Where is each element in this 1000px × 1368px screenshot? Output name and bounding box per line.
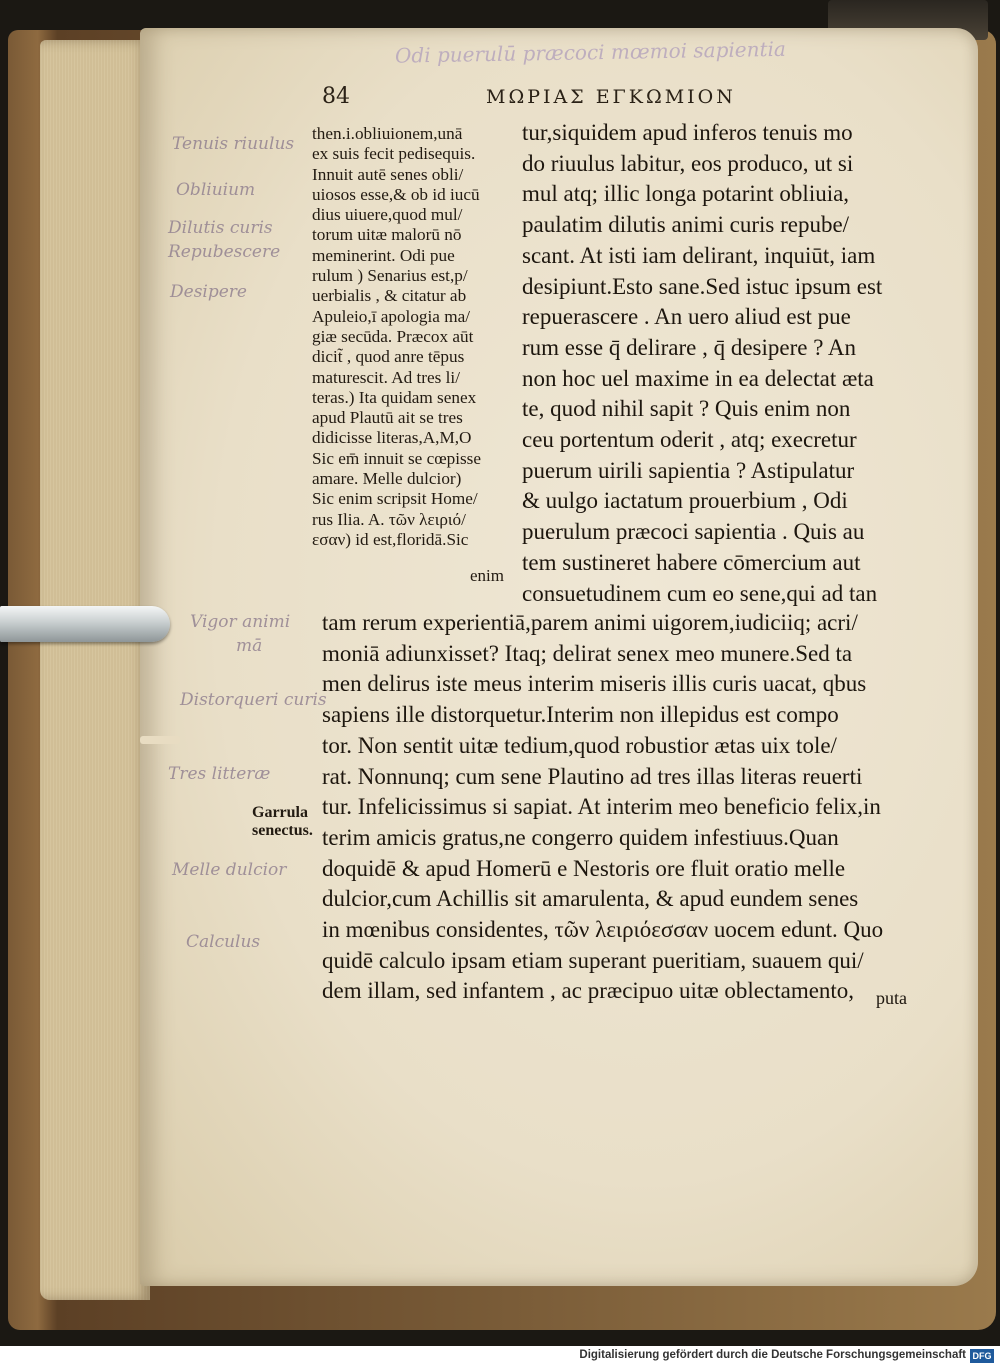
handwritten-margin-note: Melle dulcior: [172, 860, 287, 880]
gloss-line: ex suis fecit pedisequis.: [312, 144, 476, 164]
handwritten-margin-note: Tenuis riuulus: [172, 134, 295, 154]
text-line: rat. Nonnunq; cum sene Plautino ad tres illas literas reuerti: [322, 763, 863, 789]
funding-credit: Digitalisierung gefördert durch die Deutsche Forschungsgemeinschaft: [579, 1349, 966, 1361]
gloss-line: maturescit. Ad tres li/: [312, 367, 460, 387]
gloss-line: Innuit autē senes obli/: [312, 164, 464, 184]
text-line: & uulgo iactatum prouerbium , Odi: [522, 488, 848, 514]
page-tab: [140, 736, 180, 744]
handwritten-margin-note: Tres litteræ: [168, 764, 271, 784]
gloss-line: εσαν) id est,floridā.Sic: [312, 529, 469, 549]
text-line: paulatim dilutis animi curis repube/: [522, 212, 850, 238]
text-line: consuetudinem cum eo sene,qui ad tan: [522, 580, 878, 606]
gloss-line: torum uitæ malorū nō: [312, 225, 462, 245]
text-line: quidē calculo ipsam etiam superant pueritiam, suauem qui/: [322, 947, 864, 973]
text-line: repuerascere . An uero aliud est pue: [522, 304, 851, 330]
gloss-line: amare. Melle dulcior): [312, 469, 462, 489]
gloss-line: dicit̃ , quod anre tēpus: [312, 347, 465, 367]
dfg-logo-icon: DFG: [970, 1349, 994, 1363]
text-line: tur. Infelicissimus si sapiat. At interim meo beneficio felix,in: [322, 794, 881, 820]
handwritten-margin-note: Repubescere: [168, 242, 281, 262]
gloss-line: didicisse literas,A,M,O: [312, 428, 472, 448]
text-line: ceu portentum oderit , atq; execretur: [522, 427, 857, 453]
text-line: mul atq; illic longa potarint obliuia,: [522, 181, 850, 207]
text-line: do riuulus labitur, eos produco, ut si: [522, 150, 854, 176]
text-line: men delirus iste meus interim miseris illis curis uacat, qbus: [322, 671, 867, 697]
text-line: tem sustineret habere cōmercium aut: [522, 549, 861, 575]
main-text-column: [522, 118, 922, 609]
gloss-line: apud Plautū ait se tres: [312, 408, 463, 428]
page-edges: [40, 40, 150, 1300]
text-line: scant. At isti iam delirant, inquiūt, iam: [522, 242, 876, 268]
gloss-line: meminerint. Odi pue: [312, 245, 455, 265]
text-line: desipiunt.Esto sane.Sed istuc ipsum est: [522, 273, 883, 299]
side-note-line: senectus.: [252, 822, 313, 839]
text-line: non hoc uel maxime in ea delectat æta: [522, 365, 874, 391]
glass-clasp: [0, 606, 170, 642]
gloss-line: Sic enim scripsit Home/: [312, 489, 478, 509]
gloss-line: giæ secūda. Præcox aūt: [312, 326, 474, 346]
text-line: moniā adiunxisset? Itaq; delirat senex meo munere.Sed ta: [322, 640, 853, 666]
gloss-line: uiosos esse,& ob id iucū: [312, 184, 480, 204]
gloss-line: then.i.obliuionem,unā: [312, 124, 463, 143]
handwritten-top-note: Odi puerulū præcoci mœmoi sapientia: [394, 36, 787, 68]
gloss-line-end: enim: [470, 566, 504, 585]
text-line: sapiens ille distorquetur.Interim non illepidus est compo: [322, 702, 839, 728]
text-line: in mœnibus considentes, τῶν λειριόεσσαν uocem edunt. Quo: [322, 917, 884, 943]
side-note-line: Garrula: [252, 804, 308, 821]
handwritten-margin-note: Vigor animi: [190, 612, 291, 632]
text-line: doquidē & apud Homerū e Nestoris ore fluit oratio melle: [322, 855, 846, 881]
handwritten-margin-note: Desipere: [170, 282, 247, 302]
handwritten-margin-note: mā: [236, 636, 263, 656]
running-title: ΜΩΡΙΑΣ ΕΓΚΩΜΙΟΝ: [486, 86, 736, 108]
handwritten-margin-note: Dilutis curis: [168, 218, 273, 238]
footer-bar: [0, 1346, 1000, 1368]
commentary-column: [312, 124, 518, 550]
catchword: puta: [876, 988, 907, 1008]
gloss-line: rulum ) Senarius est,p/: [312, 266, 468, 286]
text-line: terim amicis gratus,ne congerro quidem infestiuus.Quan: [322, 824, 839, 850]
gloss-line: rus Ilia. A. τῶν λειριό/: [312, 509, 466, 529]
handwritten-margin-note: Obliuium: [176, 180, 256, 200]
handwritten-margin-note: Distorqueri curis: [180, 690, 327, 710]
text-line: rum esse q̄ delirare , q̄ desipere ? An: [522, 334, 857, 360]
gloss-line: uerbialis , & citatur ab: [312, 286, 467, 306]
gloss-line: Sic em̄ innuit se cœpisse: [312, 448, 481, 468]
main-text-full-width: [322, 608, 922, 1007]
text-line: tor. Non sentit uitæ tedium,quod robustior ætas uix tole/: [322, 732, 837, 758]
handwritten-margin-note: Calculus: [186, 932, 261, 952]
gloss-line: dius uiuere,quod mul/: [312, 205, 463, 225]
text-line: puerum uirili sapientia ? Astipulatur: [522, 457, 855, 483]
text-line: puerulum præcoci sapientia . Quis au: [522, 519, 865, 545]
text-line: tam rerum experientiā,parem animi uigorem,iudiciiq; acri/: [322, 610, 858, 635]
gloss-line: Apuleio,ī apologia ma/: [312, 306, 470, 326]
gloss-line: teras.) Ita quidam senex: [312, 387, 477, 407]
text-line: dulcior,cum Achillis sit amarulenta, & apud eundem senes: [322, 886, 859, 912]
text-line: dem illam, sed infantem , ac præcipuo uitæ oblectamento,: [322, 978, 855, 1004]
text-line: te, quod nihil sapit ? Quis enim non: [522, 396, 851, 422]
text-line: tur,siquidem apud inferos tenuis mo: [522, 120, 853, 145]
page-number: 84: [322, 84, 350, 109]
